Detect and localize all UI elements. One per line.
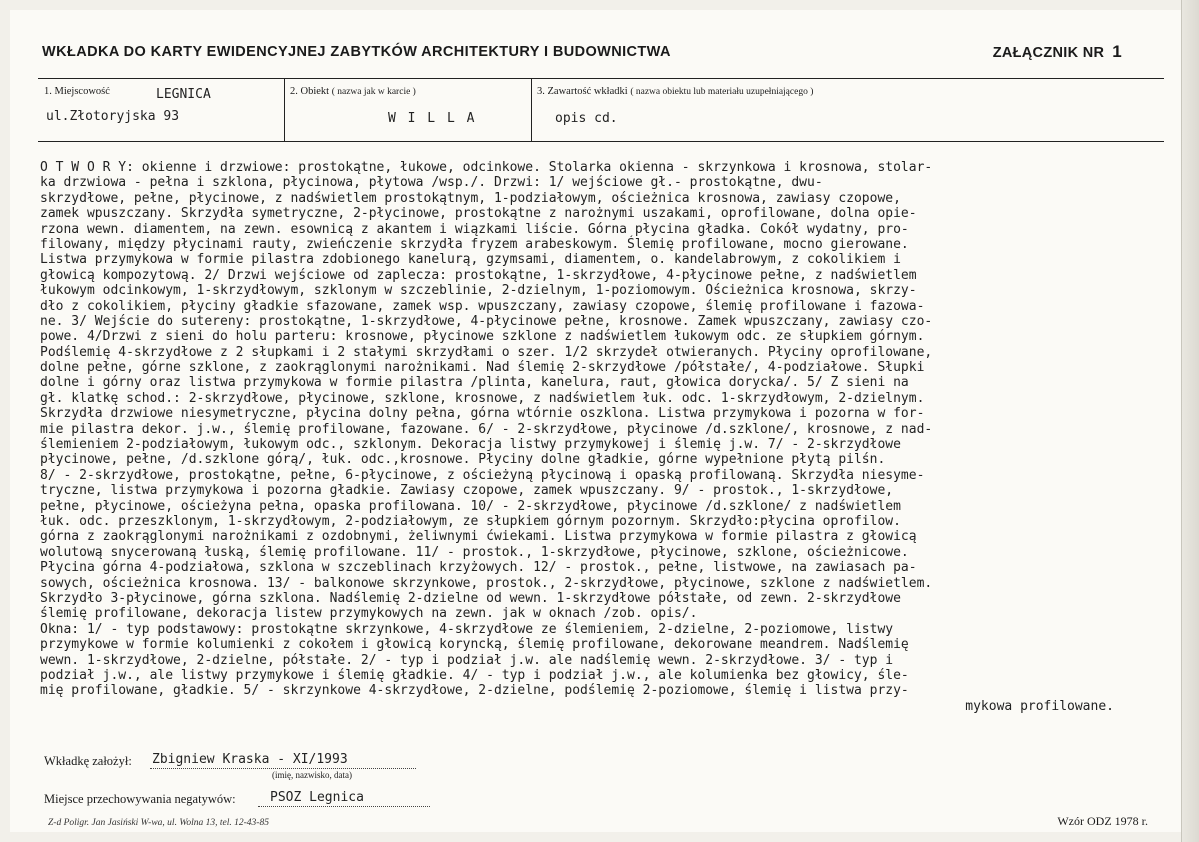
body-line: rzona wewn. diamentem, na zewn. esownicą z akantem i wiązkami liście. Górna płycina gładka. Cokół wydatny, pro- bbox=[40, 221, 909, 237]
body-line: łukowym odcinkowym, 1-skrzydłowym, szklonym w szczeblinie, 2-dzielnym, 1-poziomowym. Ościeżnica krosnowa, skrzy- bbox=[40, 283, 917, 299]
created-by-hint: (imię, nazwisko, data) bbox=[272, 770, 352, 780]
body-line: ka drzwiowa - pełna i szklona, płycinowa, płytowa /wsp./. Drzwi: 1/ wejściowe gł.- prostokątne, dwu- bbox=[40, 175, 823, 191]
body-line: Skrzydło 3-płycinowe, górna szklona. Nadślemię 2-dzielne od wewn. 1-skrzydłowe półstałe, od zewn. 2-skrzydłowe bbox=[40, 590, 901, 606]
content-label: 3. Zawartość wkładki bbox=[537, 86, 628, 97]
body-line: dolne pełne, górne szklone, z zaokrąglonymi narożnikami. Nad ślemię 2-skrzydłowe /półstałe/, 4-podziałowe. Słupki bbox=[40, 360, 925, 376]
object-label-note: ( nazwa jak w karcie ) bbox=[331, 87, 416, 97]
body-line: ślemię profilowane, dekoracja listew przymykowych na zewn. jak w oknach /zob. opis/. bbox=[40, 606, 698, 622]
object-label: 2. Obiekt bbox=[290, 86, 330, 97]
location-street: ul.Złotoryjska 93 bbox=[46, 109, 180, 124]
form-title: WKŁADKA DO KARTY EWIDENCYJNEJ ZABYTKÓW ARCHITEKTURY I BUDOWNICTWA bbox=[42, 44, 671, 60]
body-line: skrzydłowe, pełne, płycinowe, z nadświetlem prostokątnym, 1-podziałowym, ościeżnica krosnowa, zawiasy czopowe, bbox=[40, 190, 901, 206]
body-line: Okna: 1/ - typ podstawowy: prostokątne skrzynkowe, 4-skrzydłowe ze ślemieniem, 2-dzielne, 2-poziomowe, listwy bbox=[40, 621, 894, 637]
body-line: zamek wpuszczany. Skrzydła symetryczne, 2-płycinowe, prostokątne z narożnymi uszakami, oprofilowane, dolna opie- bbox=[40, 206, 917, 222]
body-line: wolutową snycerowaną łuską, ślemię profilowane. 11/ - prostok., 1-skrzydłowe, płycinowe, szklone, ościeżnicowe. bbox=[40, 544, 909, 560]
created-by-line bbox=[150, 768, 416, 769]
location-town: LEGNICA bbox=[156, 87, 211, 102]
body-line: łuk. odc. przeszklonym, 1-skrzydłowym, 2-podziałowym, ze słupkiem górnym pozornym. Skrzydło:płycina oprofilow. bbox=[40, 513, 901, 529]
created-by-label: Wkładkę założył: bbox=[44, 754, 132, 768]
storage-label: Miejsce przechowywania negatywów: bbox=[44, 792, 236, 806]
object-field bbox=[284, 79, 532, 141]
body-line: O T W O R Y: okienne i drzwiowe: prostokątne, łukowe, odcinkowe. Stolarka okienna - skrzynkowa i krosnowa, stolar- bbox=[40, 160, 933, 175]
body-line: filowany, między płycinami rauty, zwieńczenie skrzydła fryzem arabeskowym. Ślemię profilowane, mocno gierowane. bbox=[40, 236, 909, 252]
body-line: podział j.w., ale listwy przymykowe i ślemię gładkie. 4/ - typ i podział j.w., ale kolumienka bez głowicy, śle- bbox=[40, 667, 909, 683]
attachment-label-text: ZAŁĄCZNIK NR bbox=[992, 45, 1105, 61]
body-line: Skrzydła drzwiowe niesymetryczne, płycina dolny pełna, górna wtórnie oszklona. Listwa przymykowa i pozorna w for- bbox=[40, 406, 925, 422]
form-code: Wzór ODZ 1978 r. bbox=[1057, 814, 1148, 828]
body-line: głowicą kompozytową. 2/ Drzwi wejściowe od zaplecza: prostokątne, 1-skrzydłowe, 4-płycinowe pełne, z nadświetlem bbox=[40, 267, 917, 283]
object-label-wrap bbox=[290, 86, 416, 97]
content-label-note: ( nazwa obiektu lub materiału uzupełniającego ) bbox=[630, 87, 814, 97]
created-by-value: Zbigniew Kraska - XI/1993 bbox=[152, 752, 348, 767]
body-line: dolne i górny oraz listwa przymykowa w formie pilastra /plinta, kanelura, raut, głowica dorycka/. 5/ Z sieni na bbox=[40, 375, 909, 391]
body-line: 8/ - 2-skrzydłowe, prostokątne, pełne, 6-płycinowe, z ościeżyną płycinową i opaską profilowaną. Skrzydła niesyme- bbox=[40, 467, 925, 483]
body-line: sowych, ościeżnica krosnowa. 13/ - balkonowe skrzynkowe, prostok., 2-skrzydłowe, płycinowe, szklone z nadświetlem. bbox=[40, 575, 933, 591]
object-value: W I L L A bbox=[388, 111, 477, 126]
fields-row bbox=[38, 78, 1164, 142]
body-line: Listwa przymykowa w formie pilastra zdobionego kanelurą, gzymsami, diamentem, o. kandelabrowym, z cokolikiem i bbox=[40, 252, 901, 268]
record-card bbox=[10, 10, 1182, 832]
body-line: Podślemię 4-skrzydłowe z 2 słupkami i 2 stałymi skrzydłami o szer. 1/2 skrzydeł otwieranych. Płyciny oprofilowane, bbox=[40, 344, 933, 360]
content-field bbox=[531, 79, 1164, 141]
body-line: ne. 3/ Wejście do sutereny: prostokątne, 1-skrzydłowe, 4-płycinowe pełne, krosnowe. Zamek wpuszczany, zawiasy czo- bbox=[40, 313, 933, 329]
location-field bbox=[38, 79, 285, 141]
body-line: mie pilastra dekor. j.w., ślemię profilowane, fazowane. 6/ - 2-skrzydłowe, płycinowe /d.szklone/, krosnowe, z nad- bbox=[40, 421, 933, 437]
attachment-label bbox=[993, 42, 1122, 62]
storage-value: PSOZ Legnica bbox=[270, 790, 364, 805]
description-body bbox=[40, 160, 1170, 714]
storage-line bbox=[258, 806, 430, 807]
printer-note: Z-d Poligr. Jan Jasiński W-wa, ul. Wolna 13, tel. 12-43-85 bbox=[48, 818, 269, 828]
content-label-wrap bbox=[537, 86, 813, 97]
body-line: mię profilowane, gładkie. 5/ - skrzynkowe 4-skrzydłowe, 2-dzielne, podślemię 2-poziomowe, ślemię i listwa przy- bbox=[40, 683, 909, 699]
body-line: ślemieniem 2-podziałowym, łukowym odc., szklonym. Dekoracja listwy przymykowej i ślemię j.w. 7/ - 2-skrzydłowe bbox=[40, 437, 901, 453]
location-label: 1. Miejscowość bbox=[44, 86, 110, 97]
body-line: gł. klatkę schod.: 2-skrzydłowe, płycinowe, szklone, krosnowe, z nadświetlem łuk. odc. 1-skrzydłowym, 2-dzielnym. bbox=[40, 390, 925, 406]
content-value: opis cd. bbox=[555, 111, 618, 126]
body-line: pełne, płycinowe, ościeżyna pełna, opaska profilowana. 10/ - 2-skrzydłowe, płycinowe /d.szklone/ z nadświetlem bbox=[40, 498, 901, 514]
body-line: Płycina górna 4-podziałowa, szklona w szczeblinach krzyżowych. 12/ - prostok., pełne, listwowe, na zawiasach pa- bbox=[40, 560, 917, 576]
attachment-number: 1 bbox=[1112, 42, 1122, 61]
body-line: mykowa profilowane. bbox=[965, 698, 1114, 714]
adjacent-page-edge bbox=[1181, 0, 1199, 842]
body-line: powe. 4/Drzwi z sieni do holu parteru: krosnowe, płycinowe szklone z nadświetlem łukowym odc. ze słupkiem górnym. bbox=[40, 329, 925, 345]
body-line: tryczne, listwa przymykowa i pozorna gładkie. Zawiasy czopowe, zamek wpuszczany. 9/ - prostok., 1-skrzydłowe, bbox=[40, 483, 894, 499]
body-line: dło z cokolikiem, płyciny gładkie sfazowane, zamek wsp. wpuszczany, zawiasy czopowe, ślemię profilowane i fazowa- bbox=[40, 298, 925, 314]
body-line: górna z zaokrąglonymi narożnikami z ozdobnymi, żeliwnymi ćwiekami. Listwa przymykowa w formie pilastra z głowicą bbox=[40, 529, 917, 545]
body-line: przymykowe w formie kolumienki z cokołem i głowicą koryncką, ślemię profilowane, dekorowane meandrem. Nadślemię bbox=[40, 637, 909, 653]
body-line: wewn. 1-skrzydłowe, 2-dzielne, półstałe. 2/ - typ i podział j.w. ale nadślemię wewn. 2-skrzydłowe. 3/ - typ i bbox=[40, 652, 894, 668]
footer-block bbox=[40, 752, 1160, 832]
body-line: płycinowe, pełne, /d.szklone górą/, łuk. odc.,krosnowe. Płyciny dolne gładkie, górne wypełnione płytą pilśn. bbox=[40, 452, 886, 468]
